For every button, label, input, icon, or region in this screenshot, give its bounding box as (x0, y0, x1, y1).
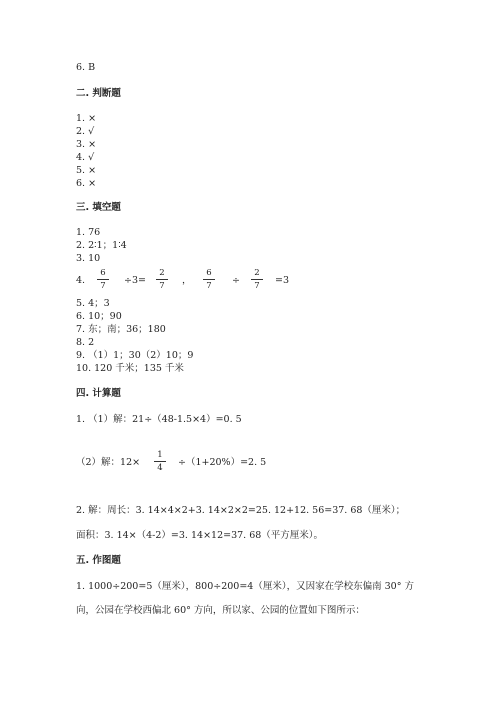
fill-answer-6: 6. 10；90 (76, 311, 122, 322)
calc-answer-2-perimeter: 2. 解：周长：3. 14×4×2+3. 14×2×2=25. 12+12. 56=37. 68（厘米）； (76, 505, 406, 516)
fraction: 6 7 (97, 268, 109, 291)
section-heading-drawing: 五. 作图题 (76, 555, 121, 566)
section-heading-calculation: 四. 计算题 (76, 388, 121, 399)
fill-answer-9: 9. （1）1；30（2）10；9 (76, 350, 194, 361)
section-heading-fill-blank: 三. 填空题 (76, 202, 121, 213)
fill-answer-4-comma: ， (182, 275, 192, 286)
fill-answer-4-prefix: 4. (76, 275, 86, 286)
judgement-answer-4: 4. √ (76, 152, 95, 163)
fill-answer-2: 2. 2∶1；1∶4 (76, 240, 127, 251)
fill-answer-3: 3. 10 (76, 253, 101, 264)
judgement-answer-1: 1. × (76, 113, 97, 124)
fill-answer-4-tail: =3 (275, 275, 290, 286)
fill-answer-4-op: ÷3= (124, 275, 146, 286)
calc-answer-1-part-1: 1. （1）解：21÷（48-1.5×4）=0. 5 (76, 414, 242, 425)
judgement-answer-6: 6. × (76, 178, 97, 189)
judgement-answer-5: 5. × (76, 165, 97, 176)
fill-answer-4-op: ÷ (232, 275, 240, 286)
drawing-answer-line-2: 向，公园在学校西偏北 60° 方向，所以家、公园的位置如下图所示： (76, 605, 365, 616)
fill-answer-8: 8. 2 (76, 337, 95, 348)
calc-answer-1-part-2-tail: ÷（1+20%）=2. 5 (178, 457, 267, 468)
fill-answer-10: 10. 120 千米；135 千米 (76, 363, 184, 374)
fraction: 1 4 (154, 450, 166, 473)
judgement-answer-3: 3. × (76, 139, 97, 150)
fraction: 2 7 (251, 268, 263, 291)
calc-answer-1-part-2-prefix: （2）解：12× (76, 457, 141, 468)
fraction: 2 7 (156, 268, 168, 291)
fill-answer-7: 7. 东；南；36；180 (76, 324, 166, 335)
section-heading-judgement: 二. 判断题 (76, 88, 121, 99)
fill-answer-1: 1. 76 (76, 227, 101, 238)
judgement-answer-2: 2. √ (76, 126, 95, 137)
answer-6: 6. B (76, 62, 96, 73)
calc-answer-2-area: 面积：3. 14×（4-2）=3. 14×12=37. 68（平方厘米）。 (76, 530, 324, 541)
drawing-answer-line-1: 1. 1000÷200=5（厘米），800÷200=4（厘米），又因家在学校东偏南 30° 方 (76, 581, 414, 592)
fraction: 6 7 (203, 268, 215, 291)
fill-answer-5: 5. 4；3 (76, 298, 110, 309)
